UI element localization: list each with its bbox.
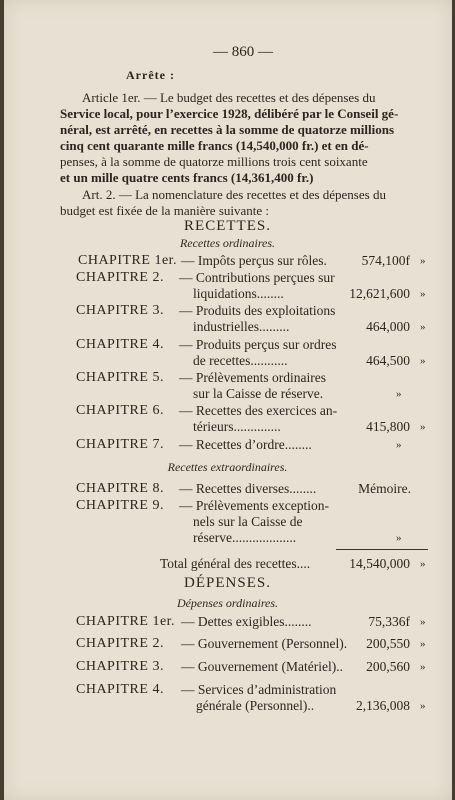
article-1-line: néral, est arrêté, en recettes à la somme de quatorze millions [60,122,395,137]
chapter-description: — Recettes diverses........ [179,481,317,496]
total-amount: 14,540,000 [349,556,410,571]
article-1-line: cinq cent quarante mille francs (14,540,000 fr.) et en dé- [60,138,369,153]
chapter-description: — Recettes des exercices an- [179,403,338,418]
chapter-description: sur la Caisse de réserve. [193,386,324,401]
chapter-amount: 415,800 [366,419,410,434]
chapter-description: — Services d’administration [181,682,337,697]
chapter-label: CHAPITRE 2. [76,270,164,285]
chapter-amount: 574,100f [361,253,410,268]
chapter-description: générale (Personnel).. [196,698,315,713]
chapter-description: — Contributions perçues sur [179,270,335,285]
chapter-description: de recettes........... [193,353,288,368]
chapter-label: CHAPITRE 7. [76,437,164,452]
article-1-line: Service local, pour l’exercice 1928, délibéré par le Conseil gé- [60,106,399,121]
total-label: Total général des recettes.... [160,556,311,571]
chapter-label: CHAPITRE 3. [76,659,164,674]
article-2-line: budget est fixée de la manière suivante : [60,203,270,218]
raquo-mark: » [420,638,426,650]
raquo-mark: » [420,355,426,367]
article-2-line: Art. 2. — La nomenclature des recettes et des dépenses du [82,187,386,202]
chapter-amount: Mémoire. [358,481,411,496]
chapter-description: — Gouvernement (Personnel). [181,636,348,651]
recettes-extraordinaires-subheading: Recettes extraordinaires. [167,460,288,474]
raquo-mark: » [420,288,426,300]
chapter-label: CHAPITRE 2. [76,636,164,651]
chapter-description: nels sur la Caisse de [193,514,303,529]
chapter-label: CHAPITRE 9. [76,498,164,513]
raquo-mark: » [396,439,402,451]
chapter-amount: 12,621,600 [349,286,410,301]
article-1-line: et un mille quatre cents francs (14,361,400 fr.) [60,170,314,185]
chapter-description: — Prélèvements exception- [179,498,329,513]
raquo-mark: » [420,321,426,333]
chapter-description: — Dettes exigibles........ [181,614,312,629]
raquo-mark: » [396,388,402,400]
chapter-amount: 464,000 [366,319,410,334]
raquo-mark: » [420,255,426,267]
arrete-title: Arrête : [126,68,175,82]
raquo-mark: » [420,421,426,433]
chapter-label: CHAPITRE 6. [76,403,164,418]
chapter-description: — Produits des exploitations [179,303,336,318]
chapter-description: liquidations........ [193,286,284,301]
chapter-amount: 200,560 [366,659,410,674]
chapter-description: — Impôts perçus sur rôles. [181,253,327,268]
recettes-heading: RECETTES. [184,218,271,234]
chapter-label: CHAPITRE 8. [76,481,164,496]
raquo-mark: » [420,700,426,712]
total-rule [336,549,428,550]
article-1-line: Article 1er. — Le budget des recettes et des dépenses du [82,90,376,105]
raquo-mark: » [396,532,402,544]
chapter-description: — Recettes d’ordre........ [179,437,312,452]
raquo-mark: » [420,661,426,673]
depenses-ordinaires-subheading: Dépenses ordinaires. [176,596,279,610]
chapter-label: CHAPITRE 1er. [76,614,176,629]
chapter-description: — Prélèvements ordinaires [179,370,326,385]
chapter-amount: 2,136,008 [356,698,410,713]
raquo-mark: » [420,616,426,628]
chapter-description: réserve................... [193,530,297,545]
article-1-line: penses, à la somme de quatorze millions trois cent soixante [60,154,368,169]
chapter-label: CHAPITRE 3. [76,303,164,318]
chapter-label: CHAPITRE 4. [76,337,164,352]
chapter-description: industrielles......... [193,319,290,334]
chapter-description: — Gouvernement (Matériel).. [181,659,343,674]
chapter-amount: 200,550 [366,636,410,651]
recettes-ordinaires-subheading: Recettes ordinaires. [179,236,276,250]
chapter-description: térieurs.............. [193,419,281,434]
page-number: — 860 — [213,44,273,60]
raquo-mark: » [420,558,426,570]
chapter-amount: 464,500 [366,353,410,368]
chapter-description: — Produits perçus sur ordres [179,337,337,352]
depenses-heading: DÉPENSES. [184,575,271,591]
chapter-label: CHAPITRE 4. [76,682,164,697]
chapter-label: CHAPITRE 1er. [78,253,178,268]
chapter-label: CHAPITRE 5. [76,370,164,385]
chapter-amount: 75,336f [368,614,410,629]
